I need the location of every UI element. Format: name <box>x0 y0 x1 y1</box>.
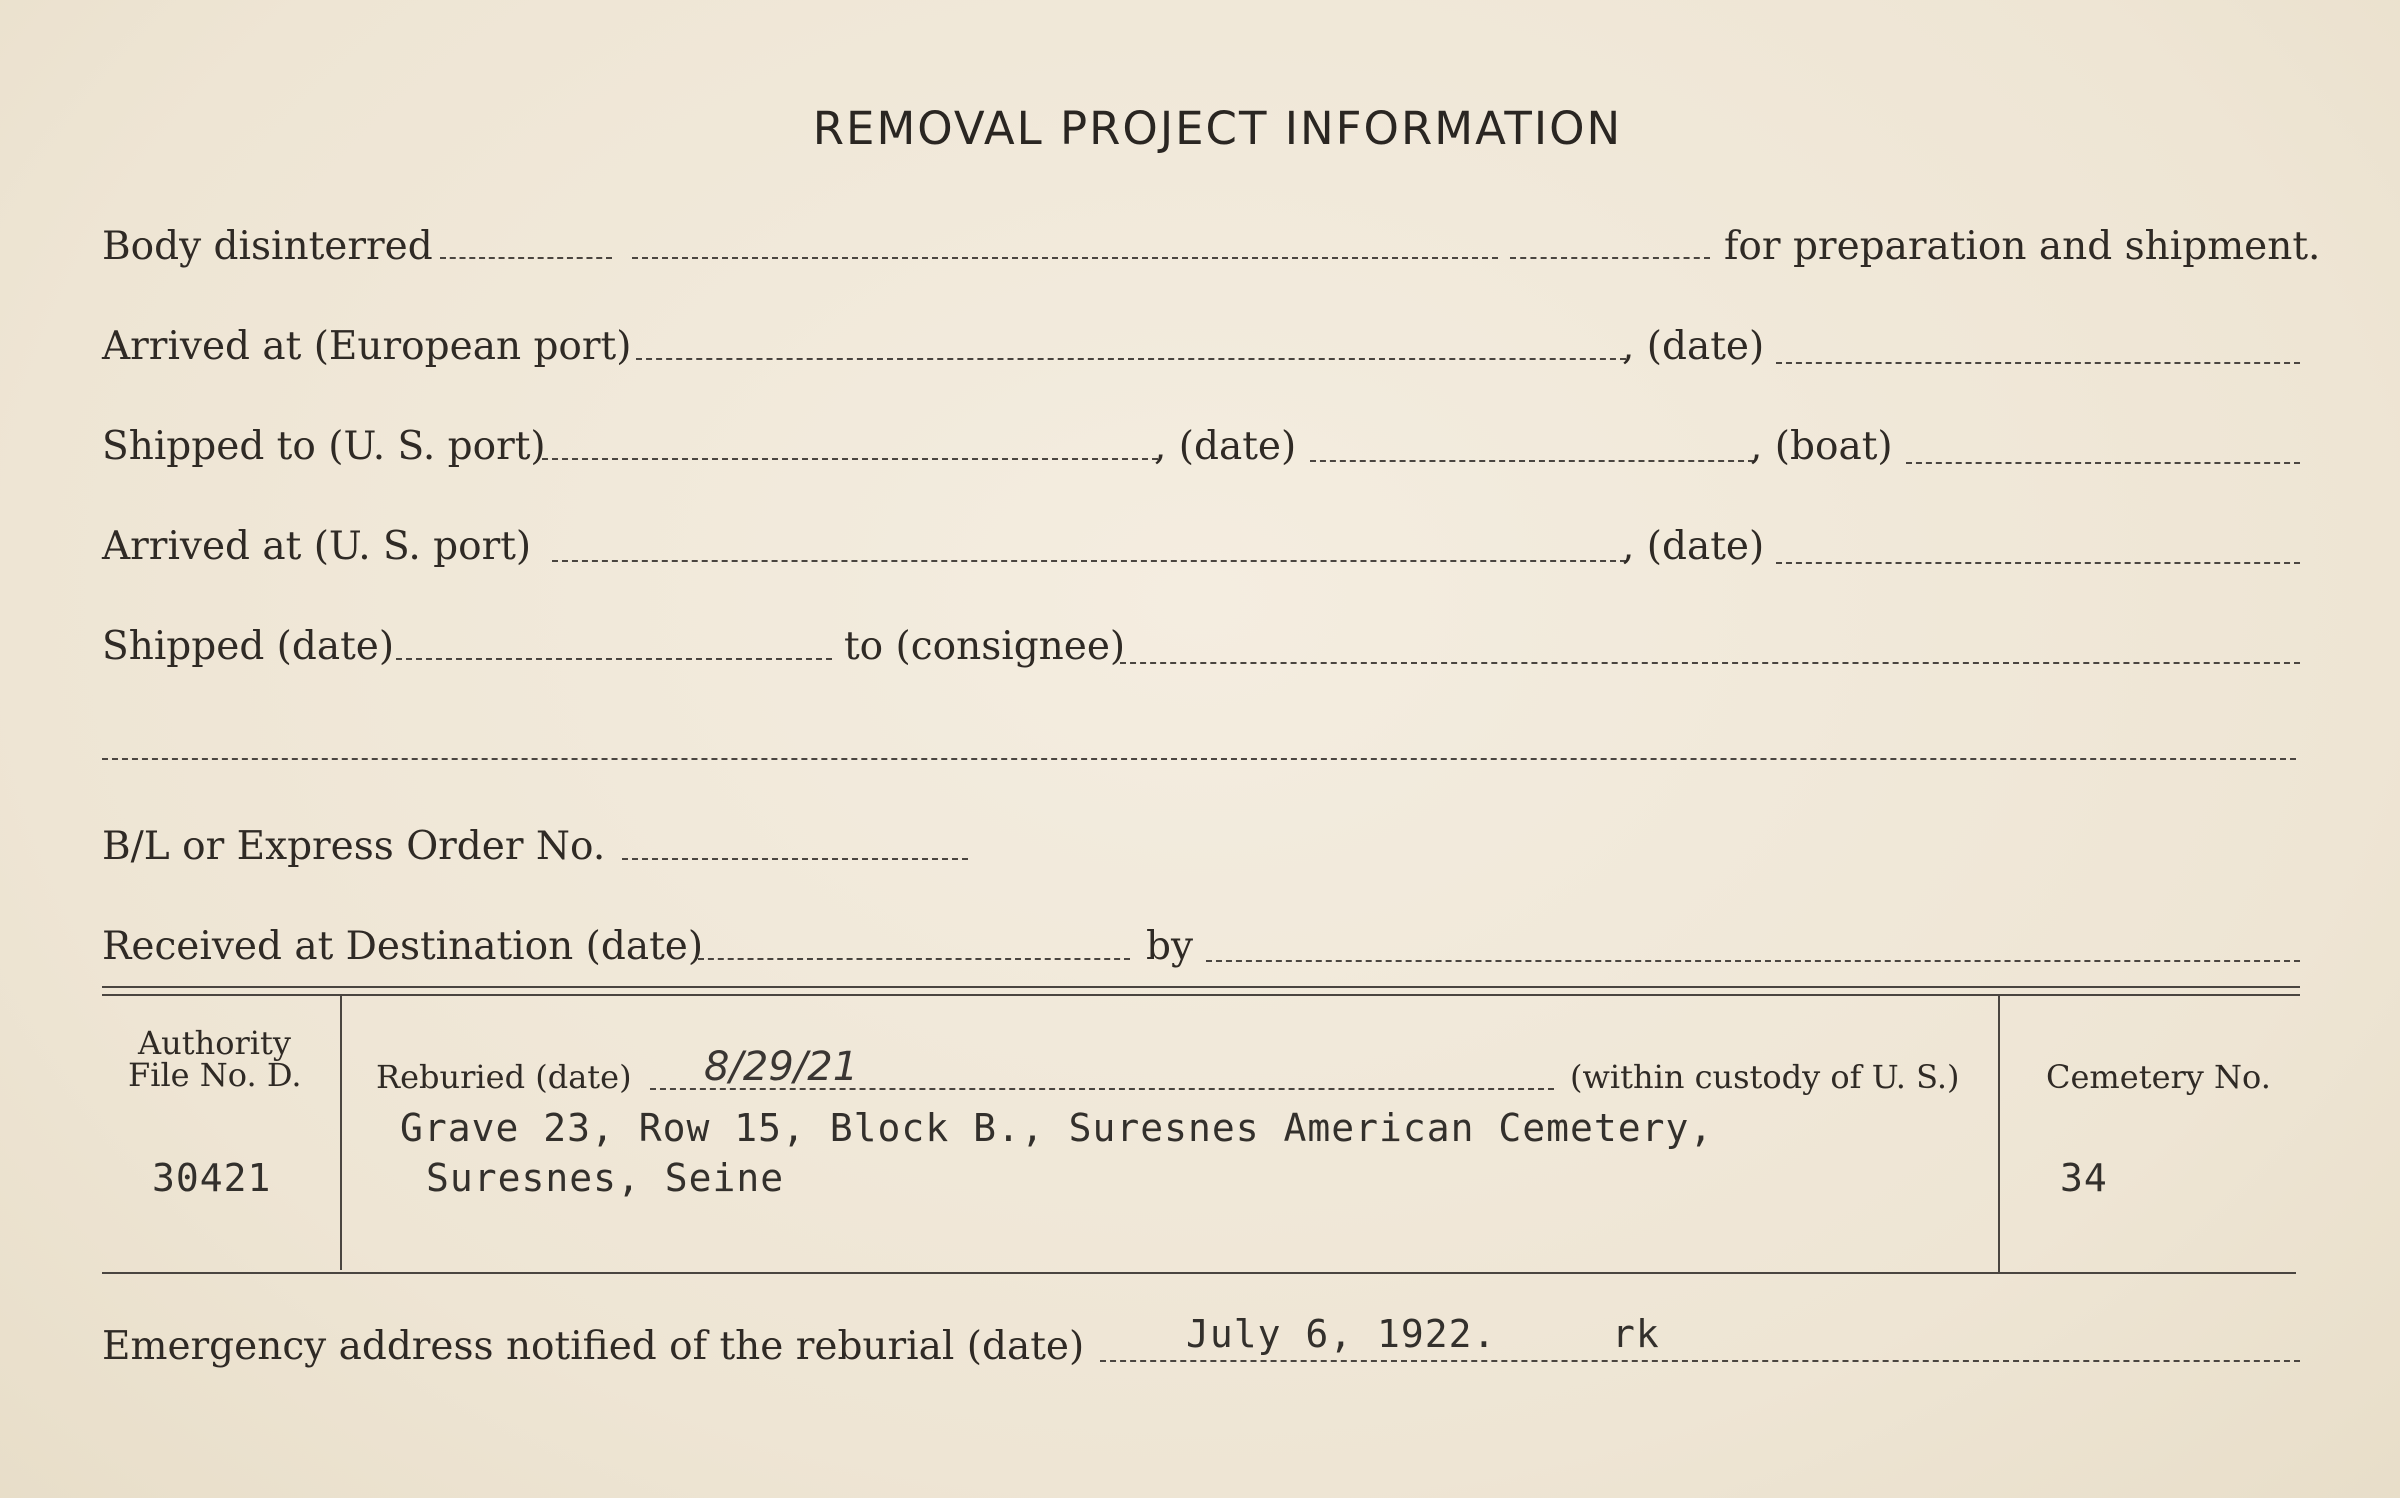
arrived-us-label: Arrived at (U. S. port) <box>102 524 532 569</box>
box-bottom-rule <box>102 1272 2296 1274</box>
received-by-label: by <box>1146 924 1193 969</box>
custody-note: (within custody of U. S.) <box>1570 1058 1960 1096</box>
shipped-to-us-date-label: , (date) <box>1154 424 1297 469</box>
received-by-line <box>1206 960 2300 962</box>
box-top-rule-2 <box>102 994 2300 996</box>
bl-label: B/L or Express Order No. <box>102 824 606 869</box>
emergency-date: July 6, 1922. <box>1186 1312 1497 1356</box>
grave-location-line1: Grave 23, Row 15, Block B., Suresnes American Cemetery, <box>400 1106 1714 1150</box>
body-disinterred-line-b <box>632 257 1498 259</box>
received-date-line <box>698 958 1130 960</box>
emergency-date-line <box>1100 1360 2300 1362</box>
shipped-to-us-boat-line <box>1906 462 2300 464</box>
shipped-date-label: Shipped (date) <box>102 624 395 669</box>
body-disinterred-line-a <box>440 257 612 259</box>
reburied-label: Reburied (date) <box>376 1058 632 1096</box>
reburied-date: 8/29/21 <box>704 1044 859 1090</box>
card-title: REMOVAL PROJECT INFORMATION <box>812 102 1623 155</box>
shipped-to-us-boat-label: , (boat) <box>1750 424 1893 469</box>
box-divider-right <box>1998 996 2000 1274</box>
consignee-label: to (consignee) <box>844 624 1126 669</box>
authority-label-line1: Authority <box>138 1024 291 1062</box>
cemetery-number: 34 <box>2060 1156 2108 1200</box>
box-divider-left <box>340 996 342 1270</box>
arrived-european-date-label: , (date) <box>1622 324 1765 369</box>
arrived-us-line <box>552 560 1626 562</box>
received-label: Received at Destination (date) <box>102 924 704 969</box>
cemetery-label: Cemetery No. <box>2046 1058 2271 1096</box>
shipped-date-line <box>396 658 832 660</box>
emergency-label: Emergency address notified of the reburial (date) <box>102 1324 1085 1369</box>
authority-file-number: 30421 <box>152 1156 272 1200</box>
arrived-european-line <box>636 358 1626 360</box>
consignee-line <box>1120 662 2300 664</box>
arrived-european-label: Arrived at (European port) <box>102 324 632 369</box>
body-disinterred-suffix: for preparation and shipment. <box>1724 224 2321 269</box>
arrived-us-date-line <box>1776 562 2300 564</box>
shipped-to-us-line <box>542 458 1158 460</box>
arrived-european-date-line <box>1776 362 2300 364</box>
emergency-initials: rk <box>1612 1312 1660 1356</box>
arrived-us-date-label: , (date) <box>1622 524 1765 569</box>
shipped-to-us-label: Shipped to (U. S. port) <box>102 424 546 469</box>
authority-label-line2: File No. D. <box>128 1056 302 1094</box>
consignee-continuation-line <box>102 758 2296 760</box>
body-disinterred-line-c <box>1510 257 1710 259</box>
body-disinterred-label: Body disinterred <box>102 224 433 269</box>
shipped-to-us-date-line <box>1310 460 1754 462</box>
box-top-rule-1 <box>102 986 2300 988</box>
grave-location-line2: Suresnes, Seine <box>426 1156 785 1200</box>
bl-line <box>622 858 968 860</box>
